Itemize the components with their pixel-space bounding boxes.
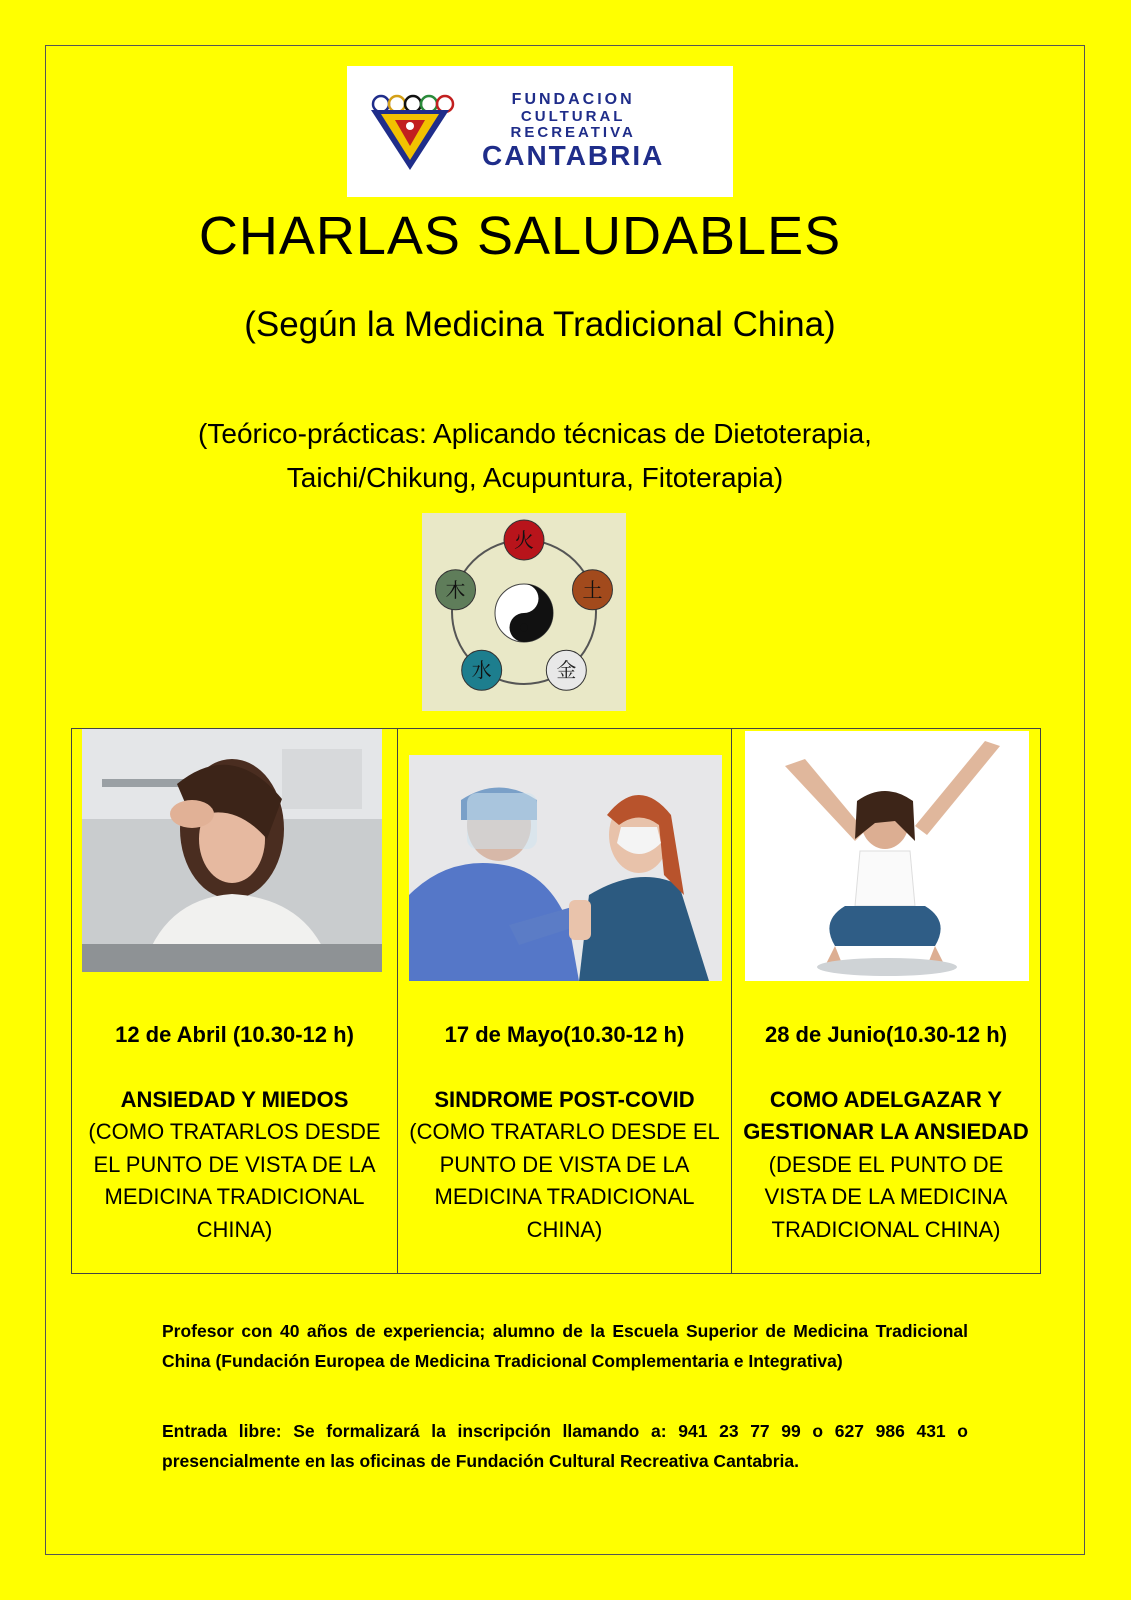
yin-yang-icon — [495, 584, 553, 642]
talk-detail: CHINA) — [526, 1216, 603, 1242]
talk-date: 12 de Abril (10.30-12 h) — [115, 1022, 354, 1047]
talk-date: 17 de Mayo(10.30-12 h) — [444, 1022, 685, 1047]
talk-detail: MEDICINA TRADICIONAL — [104, 1184, 365, 1209]
weight-loss-photo — [745, 731, 1029, 981]
talk-topic: ANSIEDAD Y MIEDOS — [120, 1086, 349, 1112]
talk-column-1 — [72, 729, 398, 1273]
svg-text:水: 水 — [471, 658, 492, 683]
talk-text-2 — [398, 1019, 731, 1246]
talk-column-2 — [398, 729, 732, 1273]
logo-line-2: CULTURAL — [520, 108, 626, 125]
element-node — [546, 650, 586, 690]
five-elements-diagram — [422, 513, 626, 711]
talk-detail: (COMO TRATARLO DESDE EL — [409, 1119, 720, 1144]
logo-line-4: CANTABRIA — [482, 140, 665, 171]
svg-text:火: 火 — [514, 528, 534, 552]
talk-detail: PUNTO DE VISTA DE LA — [439, 1151, 690, 1177]
talk-text-3 — [732, 1019, 1040, 1246]
svg-text:土: 土 — [582, 577, 603, 602]
svg-text:金: 金 — [556, 658, 577, 683]
description-line-2: Taichi/Chikung, Acupuntura, Fitoterapia) — [286, 462, 784, 493]
page-subtitle: (Según la Medicina Tradicional China) — [244, 305, 836, 344]
logo-emblem-icon — [365, 80, 475, 190]
registration-info: Entrada libre: Se formalizará la inscripción llamando a: 941 23 77 99 o 627 986 431 o presencialmente en las oficinas de Fundación Cultural Recreativa Cantabria. — [162, 1421, 968, 1471]
element-node — [572, 570, 612, 610]
talk-detail: (COMO TRATARLOS DESDE — [88, 1119, 381, 1144]
talk-detail: CHINA) — [196, 1216, 273, 1242]
foundation-logo — [347, 66, 733, 197]
talk-topic: COMO ADELGAZAR Y — [769, 1086, 1003, 1112]
element-node — [504, 520, 544, 560]
talk-text-1 — [72, 1019, 397, 1246]
talk-detail: TRADICIONAL CHINA) — [771, 1216, 1001, 1242]
talk-column-3 — [732, 729, 1040, 1273]
talk-detail: VISTA DE LA MEDICINA — [764, 1184, 1008, 1209]
talk-detail: (DESDE EL PUNTO DE — [768, 1151, 1004, 1177]
element-node — [436, 570, 476, 610]
svg-text:木: 木 — [445, 577, 466, 602]
logo-line-1: FUNDACION — [511, 91, 635, 108]
talk-detail: MEDICINA TRADICIONAL — [434, 1184, 695, 1209]
talk-detail: EL PUNTO DE VISTA DE LA — [93, 1151, 376, 1177]
vaccination-photo — [409, 755, 722, 981]
page-title: CHARLAS SALUDABLES — [198, 206, 842, 266]
talk-topic: SINDROME POST-COVID — [434, 1086, 695, 1112]
logo-wordmark — [482, 92, 664, 170]
anxiety-photo — [82, 729, 382, 972]
talk-date: 28 de Junio(10.30-12 h) — [764, 1022, 1008, 1047]
talk-description — [0, 412, 1070, 500]
talk-topic: GESTIONAR LA ANSIEDAD — [743, 1119, 1029, 1144]
logo-line-3: RECREATIVA — [510, 124, 636, 141]
description-line-1: (Teórico-prácticas: Aplicando técnicas de Dietoterapia, — [198, 418, 872, 449]
element-node — [462, 650, 502, 690]
talks-table — [71, 728, 1041, 1274]
teacher-info: Profesor con 40 años de experiencia; alumno de la Escuela Superior de Medicina Tradicional China (Fundación Europea de Medicina Tradicional Complementaria e Integrativa) — [162, 1321, 968, 1371]
